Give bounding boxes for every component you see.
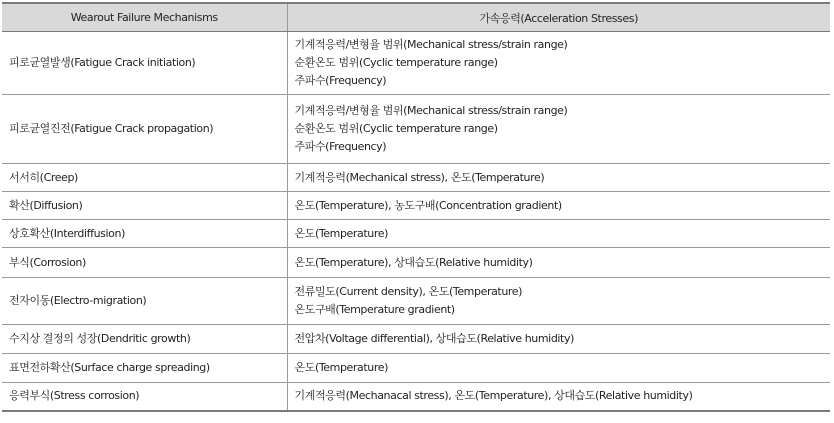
mechanism-cell: 상호확산(Interdiffusion) (2, 220, 287, 248)
mechanism-cell: 응력부식(Stress corrosion) (2, 383, 287, 411)
mechanism-cell: 수지상 결정의 성장(Dendritic growth) (2, 325, 287, 354)
stresses-cell (287, 248, 830, 278)
stress-line: 주파수(Frequency) (294, 140, 387, 153)
stresses-cell (287, 220, 830, 248)
stresses-cell (287, 192, 830, 220)
stress-line: 기계적응력(Mechanacal stress), 온도(Temperature), 상대습도(Relative humidity) (294, 389, 693, 403)
stress-line: 온도구배(Temperature gradient) (294, 303, 455, 316)
mechanism-cell: 피로균열진전(Fatigue Crack propagation) (2, 95, 287, 164)
stress-line: 온도(Temperature), 상대습도(Relative humidity) (294, 255, 533, 269)
header-mechanisms: Wearout Failure Mechanisms (2, 3, 287, 32)
table-row (2, 325, 830, 354)
stresses-cell (287, 383, 830, 411)
mechanism-cell: 확산(Diffusion) (2, 192, 287, 220)
mechanism-cell: 피로균열발생(Fatigue Crack initiation) (2, 32, 287, 95)
table-row (2, 32, 830, 95)
table-row (2, 220, 830, 248)
stress-line: 전압차(Voltage differential), 상대습도(Relative humidity) (294, 332, 574, 345)
stress-line: 순환온도 범위(Cyclic temperature range) (294, 122, 498, 135)
stresses-cell (287, 325, 830, 354)
table-row (2, 95, 830, 164)
mechanism-cell: 전자이동(Electro-migration) (2, 278, 287, 325)
stress-line: 주파수(Frequency) (294, 74, 387, 87)
stresses-cell (287, 164, 830, 192)
header-stresses: 가속응력(Acceleration Stresses) (287, 3, 830, 32)
stress-line: 온도(Temperature) (294, 226, 389, 240)
stresses-cell (287, 32, 830, 95)
wearout-mechanisms-table (2, 2, 830, 412)
stresses-cell (287, 278, 830, 325)
stress-line: 순환온도 범위(Cyclic temperature range) (294, 56, 498, 69)
table-row (2, 192, 830, 220)
mechanism-cell: 부식(Corrosion) (2, 248, 287, 278)
stress-line: 전류밀도(Current density), 온도(Temperature) (294, 285, 523, 298)
stress-line: 온도(Temperature) (294, 361, 389, 374)
table-row (2, 164, 830, 192)
table-row (2, 248, 830, 278)
mechanism-cell: 표면전하확산(Surface charge spreading) (2, 354, 287, 383)
table-header-row (2, 3, 830, 32)
stresses-cell (287, 354, 830, 383)
table-row (2, 278, 830, 325)
stress-line: 온도(Temperature), 농도구배(Concentration gradient) (294, 198, 562, 212)
stress-line: 기계적응력/변형율 범위(Mechanical stress/strain range) (294, 104, 568, 117)
stress-line: 기계적응력(Mechanical stress), 온도(Temperature) (294, 170, 545, 184)
stress-line: 기계적응력/변형율 범위(Mechanical stress/strain range) (294, 38, 568, 51)
table-row (2, 354, 830, 383)
stresses-cell (287, 95, 830, 164)
table-container (2, 2, 830, 412)
mechanism-cell: 서서히(Creep) (2, 164, 287, 192)
table-row (2, 383, 830, 411)
